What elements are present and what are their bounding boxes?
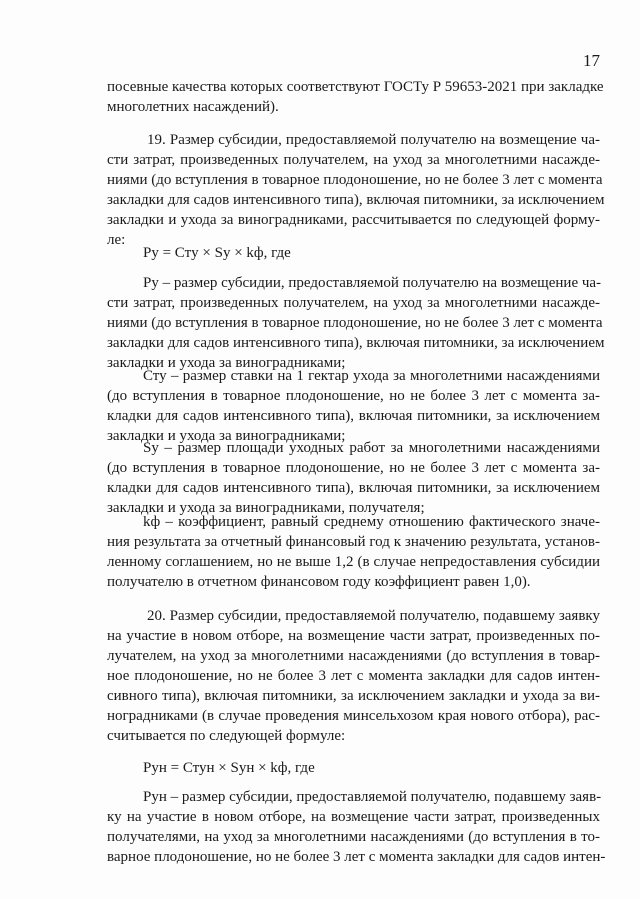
text-line: посевные качества которых соответствуют ГОСТу Р 59653-2021 при закладке <box>107 79 604 95</box>
text-line: kф – коэффициент, равный среднему отношению фактического значе- <box>143 514 600 530</box>
text-line: многолетних насаждений). <box>107 99 279 115</box>
text-line: Pу – размер субсидии, предоставляемой получателю на возмещение ча- <box>143 275 602 291</box>
text-line: на участие в новом отборе, на возмещение части затрат, произведенных по- <box>107 628 600 644</box>
text-line: Sу – размер площади уходных работ за многолетними насаждениями <box>143 440 600 456</box>
text-line: сивного типа), включая питомники, за исключением закладки и ухода за ви- <box>107 688 600 704</box>
text-line: ноградниками (в случае проведения минсельхозом края нового отбора), рас- <box>107 708 600 724</box>
text-line: закладки и ухода за виноградниками; <box>107 355 346 371</box>
text-line: 20. Размер субсидии, предоставляемой получателю, подавшему заявку <box>147 608 600 624</box>
text-line: считывается по следующей формуле: <box>107 728 346 744</box>
text-line: (до вступления в товарное плодоношение, но не более 3 лет с момента за- <box>107 460 600 476</box>
text-line: (до вступления в товарное плодоношение, но не более 3 лет с момента за- <box>107 388 600 404</box>
text-line: сти затрат, произведенных получателем, на уход за многолетними насажде- <box>107 295 600 311</box>
text-line: закладки для садов интенсивного типа), включая питомники, за исключением <box>107 192 605 208</box>
text-line: Pун – размер субсидии, предоставляемой получателю, подавшему заяв- <box>143 789 602 805</box>
text-line: ку на участие в новом отборе, на возмещение части затрат, произведенных <box>107 809 600 825</box>
text-line: ле: <box>107 232 126 248</box>
text-line: получателями, на уход за многолетними насаждениями (до вступления в то- <box>107 829 600 845</box>
text-line: сти затрат, произведенных получателем, на уход за многолетними насажде- <box>107 152 600 168</box>
text-line: кладки для садов интенсивного типа), включая питомники, за исключением <box>107 408 600 424</box>
formula-line: Pу = Стy × Sу × kф, где <box>143 245 291 261</box>
text-line: Сту – размер ставки на 1 гектар ухода за многолетними насаждениями <box>143 368 600 384</box>
text-line: закладки и ухода за виноградниками, получателя; <box>107 500 425 516</box>
text-line: кладки для садов интенсивного типа), включая питомники, за исключением <box>107 480 600 496</box>
text-line: ное плодоношение, но не более 3 лет с момента закладки для садов интен- <box>107 668 600 684</box>
text-line: лучателем, на уход за многолетними насаждениями (до вступления в товар- <box>107 648 600 664</box>
text-line: закладки и ухода за виноградниками, рассчитывается по следующей форму- <box>107 212 600 228</box>
text-line: ниями (до вступления в товарное плодоношение, но не более 3 лет с момента <box>107 315 603 331</box>
text-line: варное плодоношение, но не более 3 лет с момента закладки для садов интен- <box>107 849 606 865</box>
text-line: ния результата за отчетный финансовый год к значению результата, установ- <box>107 534 600 550</box>
text-line: ниями (до вступления в товарное плодоношение, но не более 3 лет с момента <box>107 172 603 188</box>
text-line: закладки для садов интенсивного типа), включая питомники, за исключением <box>107 335 605 351</box>
text-line: 19. Размер субсидии, предоставляемой получателю на возмещение ча- <box>147 132 600 148</box>
text-line: получателю в отчетном финансовом году коэффициент равен 1,0). <box>107 574 531 590</box>
text-line: ленному соглашением, но не выше 1,2 (в случае непредоставления субсидии <box>107 554 600 570</box>
page-number: 17 <box>583 51 600 70</box>
text-line: закладки и ухода за виноградниками; <box>107 428 346 444</box>
formula-line: Pун = Стун × Sун × kф, где <box>143 760 315 776</box>
